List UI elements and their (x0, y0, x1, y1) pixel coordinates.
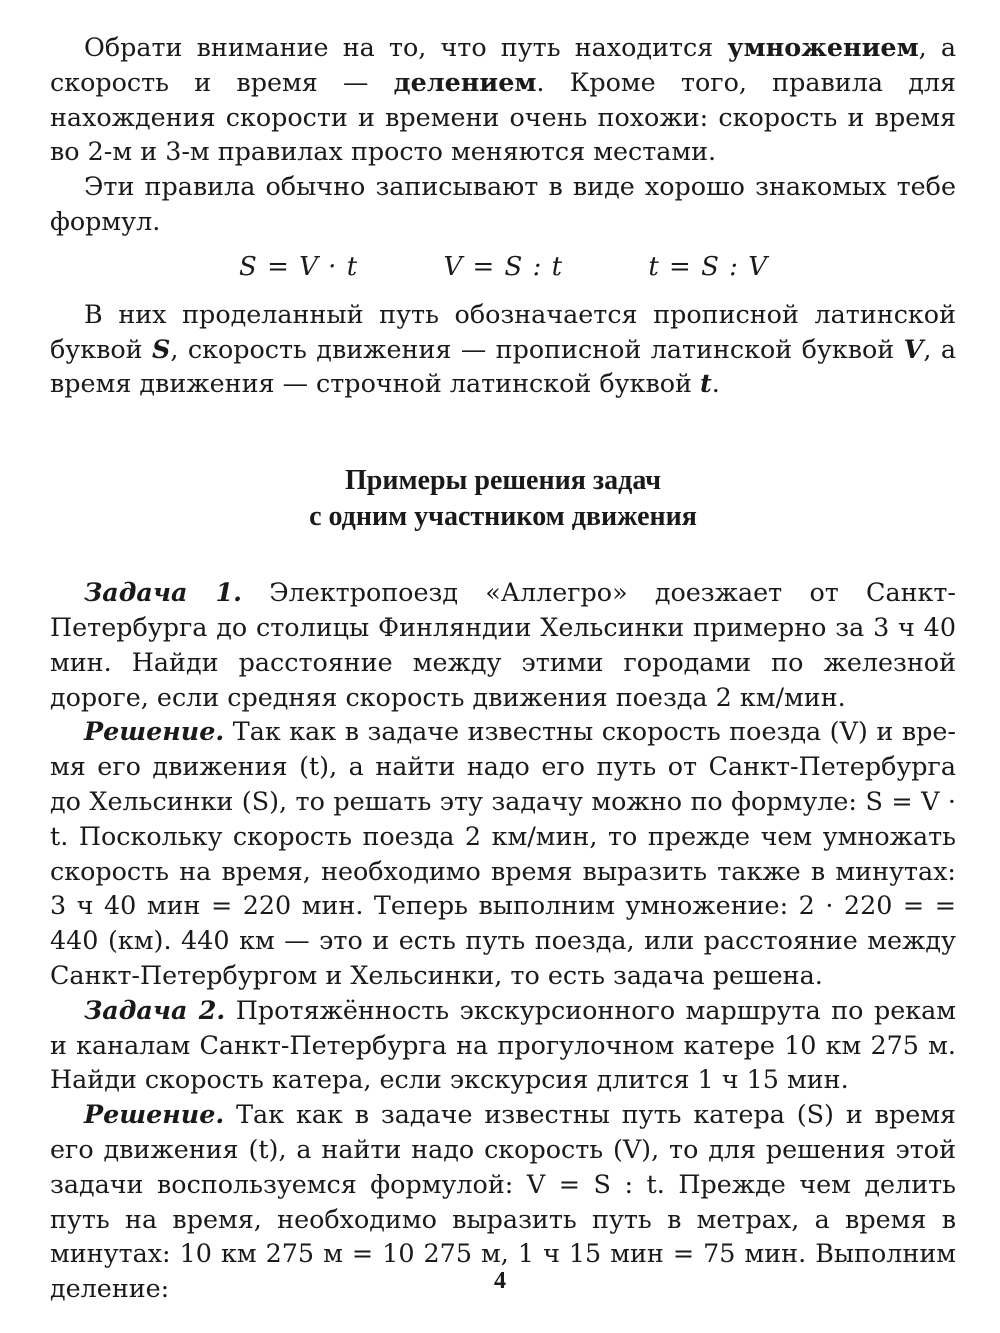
symbol-v: V (903, 333, 924, 364)
section-heading-line-1: Примеры решения задач (345, 465, 661, 497)
task-1-solution-text: Так как в задаче известны скорость поезда (V) и время его движения (t), а найти надо его путь от Санкт-Петербурга до Хельсинки (S), то решать эту задачу можно по формуле: S = V · t. Поскольку скорость поезда 2 км/мин, то прежде чем умножать скорость на время, необходимо время выразить также в минутах: 3 ч 40 мин = 220 мин. Теперь выполним умножение: 2 · 220 = = 440 (км). 440 км — это и есть путь поезда, или расстояние между Санкт-Петербургом и Хельсинки, то есть задача решена. (50, 716, 956, 990)
task-2-solution-label: Решение. (84, 1099, 225, 1130)
intro-paragraph-1 (50, 30, 956, 169)
section-heading (50, 463, 956, 535)
symbol-s: S (152, 333, 171, 364)
task-1-text: Электропоезд «Аллегро» доезжает от Санкт-Петербурга до столицы Финляндии Хельсинки примерно за 3 ч 40 мин. Найди расстояние между этими городами по железной дороге, если средняя скорость движения поезда 2 км/мин. (50, 577, 956, 712)
bold-term-division: делением (393, 66, 537, 97)
task-1-solution (50, 714, 956, 992)
text-run: . Кроме того, правила для нахождения скорости и времени очень похожи: скорость и время во 2-м и 3-м правилах просто меняются местами. (50, 66, 956, 167)
task-2-solution-text: Так как в задаче известны путь катера (S) и время его движения (t), а найти надо скорость (V), то для решения этой задачи воспользуемся формулой: V = S : t. Прежде чем делить путь на время, необходимо выразить путь в метрах, а время в минутах: 10 км 275 м = 10 275 м, 1 ч 15 мин = 75 мин. Выполним деление: (50, 1099, 956, 1304)
intro-paragraph-3 (50, 297, 956, 401)
bold-term-multiplication: умножением (727, 32, 919, 62)
task-1-solution-label: Решение. (84, 716, 225, 747)
symbol-t: t (700, 368, 712, 399)
text-run: Обрати внимание на то, что путь находится (84, 32, 728, 62)
task-1-label: Задача 1. (84, 577, 242, 608)
formula-path: S = V · t (239, 251, 358, 282)
page-number: 4 (494, 1268, 506, 1294)
text-run: . (711, 368, 720, 399)
formula-row (50, 249, 956, 285)
task-2-label: Задача 2. (84, 994, 226, 1025)
formula-time: t = S : V (648, 251, 767, 282)
text-run: , скорость движения — прописной латинской буквой (170, 333, 904, 364)
section-heading-line-2: с одним участником движения (309, 501, 697, 533)
formula-speed: V = S : t (443, 251, 563, 282)
text-run: , а время движения — строчной латинской буквой (50, 333, 956, 399)
task-2-text: Протяжённость экскурсионного маршрута по рекам и каналам Санкт-Петербурга на прогулочном катере 10 км 275 м. Найди скорость катера, если экскурсия длится 1 ч 15 мин. (50, 994, 956, 1095)
task-2-statement (50, 993, 956, 1097)
text-run: В них проделанный путь обозначается прописной латинской буквой (50, 298, 956, 364)
intro-paragraph-2: Эти правила обычно записывают в виде хорошо знакомых тебе формул. (50, 171, 956, 236)
text-run: , а скорость и время — (50, 32, 957, 97)
task-1-statement (50, 575, 956, 714)
